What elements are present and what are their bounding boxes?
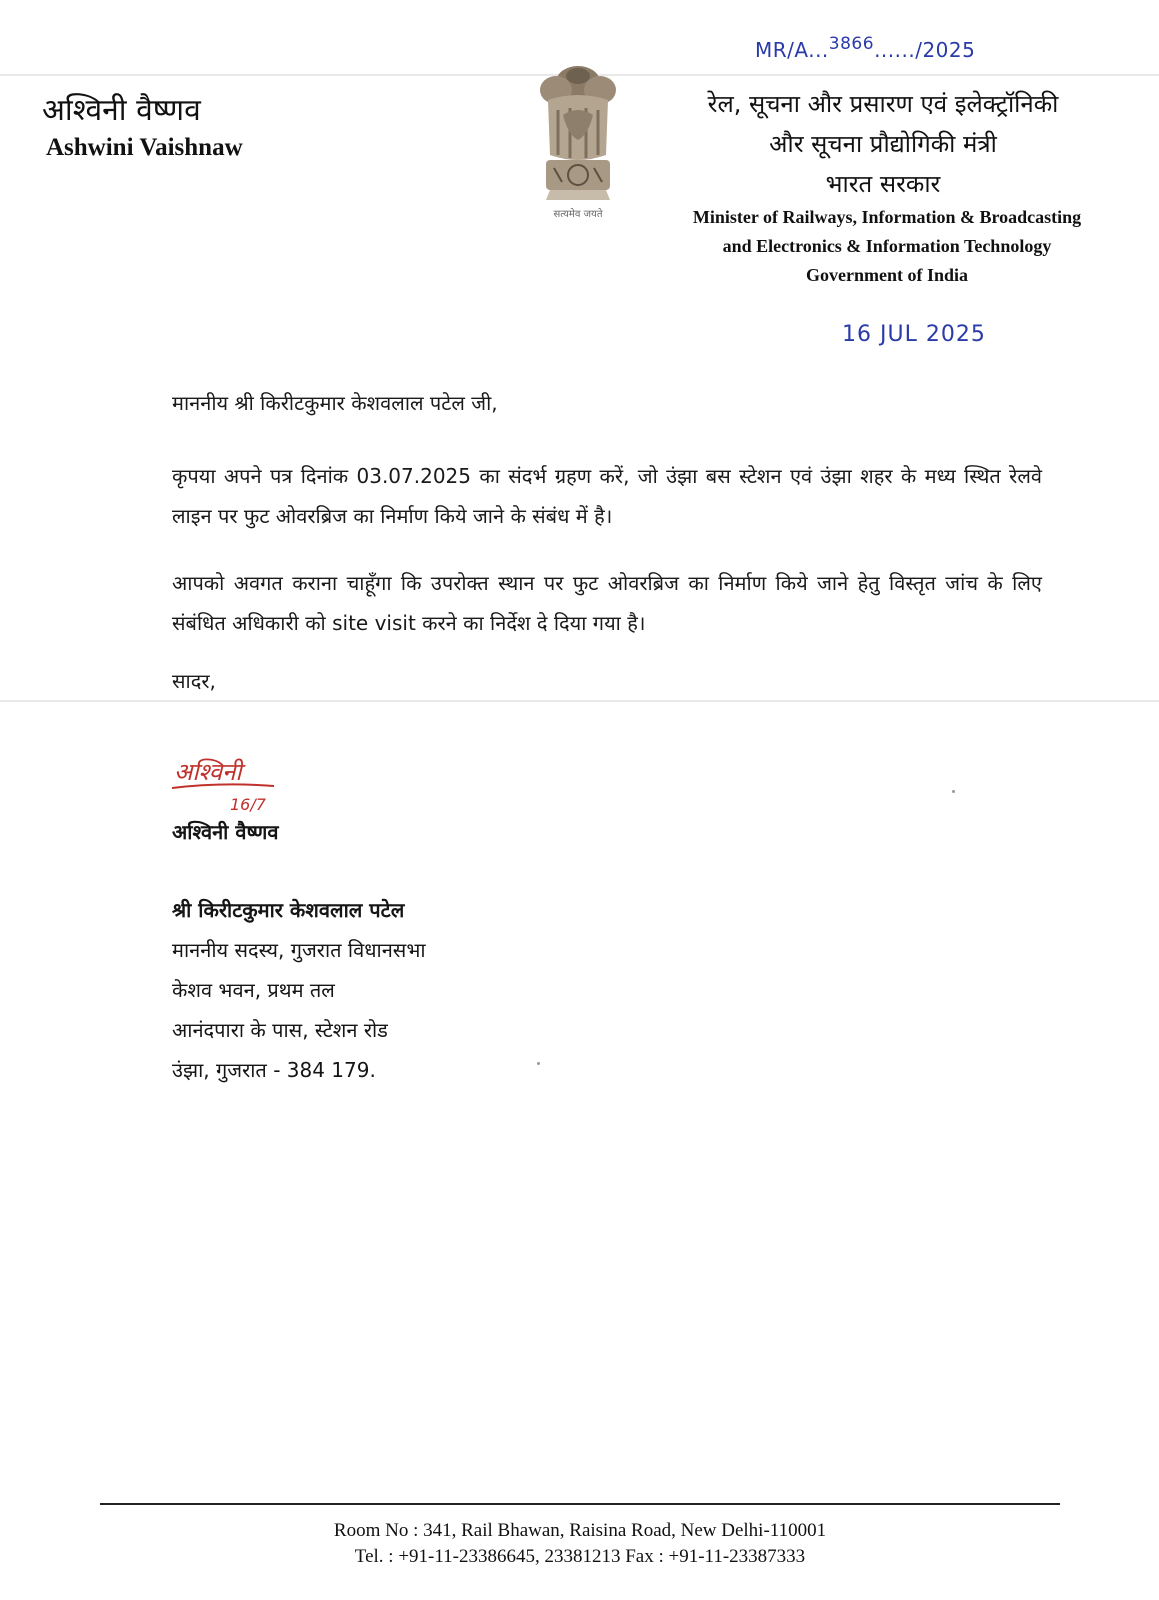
reference-prefix: MR/A...	[755, 38, 829, 62]
recipient-name: श्री किरीटकुमार केशवलाल पटेल	[172, 898, 405, 922]
ministry-english-line: and Electronics & Information Technology	[722, 236, 1052, 256]
recipient-address	[172, 890, 426, 1090]
letter-paragraph: आपको अवगत कराना चाहूँगा कि उपरोक्त स्थान पर फुट ओवरब्रिज का निर्माण किये जाने हेतु विस्तृत जांच के लिए संबंधित अधिकारी को site visit करने का निर्देश दे दिया गया है।	[172, 571, 1042, 635]
speck	[537, 1062, 540, 1065]
recipient-address-line: आनंदपारा के पास, स्टेशन रोड	[172, 1018, 388, 1042]
footer-divider	[100, 1503, 1060, 1505]
ministry-hindi-line: रेल, सूचना और प्रसारण एवं इलेक्ट्रॉनिकी	[707, 90, 1059, 118]
signature-initial-date: 16/7	[230, 795, 266, 814]
footer-contact: Tel. : +91-11-23386645, 23381213 Fax : +91-11-23387333	[354, 1546, 806, 1567]
ministry-hindi-line: और सूचना प्रौद्योगिकी मंत्री	[769, 130, 997, 158]
ministry-hindi-line: भारत सरकार	[825, 170, 941, 198]
recipient-address-line: उंझा, गुजरात - 384 179.	[172, 1058, 376, 1082]
date-stamp: 16 JUL 2025	[842, 322, 986, 347]
signer-name: अश्विनी वैष्णव	[172, 820, 279, 844]
national-emblem-icon	[528, 60, 628, 225]
footer-address: Room No : 341, Rail Bhawan, Raisina Road, New Delhi-110001	[333, 1520, 827, 1541]
sender-name-hindi: अश्विनी वैष्णव	[42, 93, 201, 128]
recipient-address-line: माननीय सदस्य, गुजरात विधानसभा	[172, 938, 426, 962]
closing: सादर,	[172, 669, 216, 693]
reference-number-value: 3866	[828, 34, 875, 54]
reference-suffix: ....../2025	[874, 38, 976, 62]
reference-number	[755, 34, 976, 62]
letter-paragraph: कृपया अपने पत्र दिनांक 03.07.2025 का संदर्भ ग्रहण करें, जो उंझा बस स्टेशन एवं उंझा शहर के मध्य स्थित रेलवे लाइन पर फुट ओवरब्रिज का निर्माण किये जाने के संबंध में है।	[172, 464, 1042, 528]
sender-name-english: Ashwini Vaishnaw	[46, 134, 243, 161]
footer	[100, 1518, 1060, 1570]
ministry-english	[672, 203, 1102, 290]
ministry-hindi	[658, 84, 1108, 204]
emblem-caption: सत्यमेव जयते	[553, 209, 603, 220]
ministry-english-line: Government of India	[806, 265, 968, 285]
recipient-address-line: केशव भवन, प्रथम तल	[172, 978, 335, 1002]
salutation: माननीय श्री किरीटकुमार केशवलाल पटेल जी,	[172, 391, 498, 415]
speck	[952, 790, 955, 793]
signature-text: अश्विनी	[174, 758, 242, 786]
ministry-english-line: Minister of Railways, Information & Broadcasting	[692, 207, 1082, 227]
